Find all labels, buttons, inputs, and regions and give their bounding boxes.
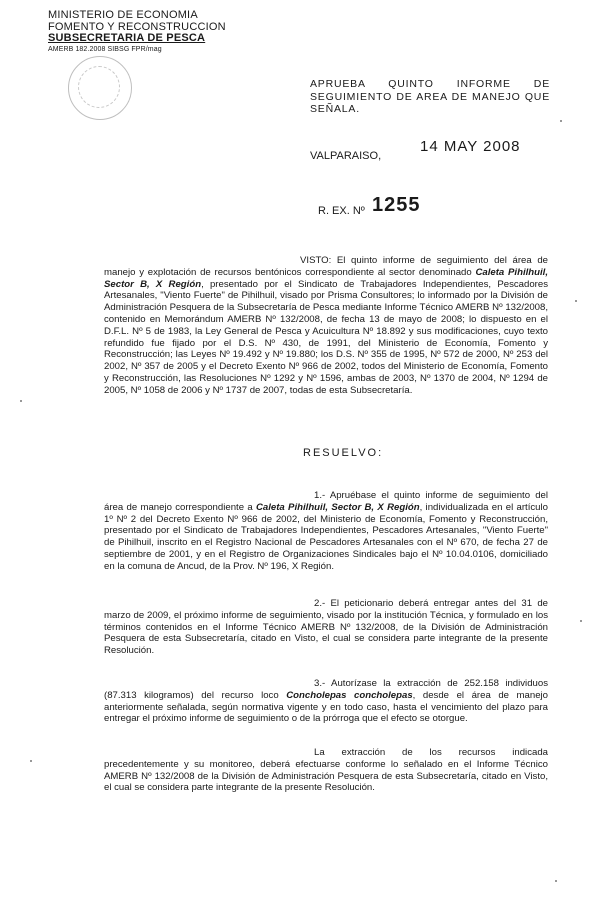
resolution-item-3 bbox=[104, 678, 548, 725]
ministry-line-2: FOMENTO Y RECONSTRUCCION bbox=[48, 20, 226, 33]
scan-speck bbox=[580, 620, 582, 622]
resolution-number: 1255 bbox=[372, 194, 421, 216]
resolution-item-1 bbox=[104, 490, 548, 573]
scan-speck bbox=[20, 400, 22, 402]
item-3-text-1: 3.- Autorízase la extracción de 252.158 individuos (87.313 kilogramos) del recurso loco bbox=[104, 678, 548, 701]
scan-speck bbox=[555, 880, 557, 882]
ministry-line-1: MINISTERIO DE ECONOMIA bbox=[48, 9, 198, 21]
resolution-item-4 bbox=[104, 747, 548, 794]
letterhead bbox=[48, 10, 226, 54]
visto-text-1: El quinto informe de seguimiento del área de manejo y explotación de recursos bentónicos correspondiente al sector denominado bbox=[104, 255, 548, 278]
resuelvo-heading: RESUELVO: bbox=[303, 447, 384, 459]
resolution-label: R. EX. Nº bbox=[318, 205, 365, 217]
visto-text-2: , presentado por el Sindicato de Trabajadores Independientes, Pescadores Artesanales, "Viento Fuerte" de Pihilhuil, visado por Prisma Consultores; lo informado por la División de Administración Pesquera de la Subsecretaría de Pesca mediante Informe Técnico AMERB Nº 132/2008, contenido en Memorándum AMERB Nº 132/2008, de fecha 13 de mayo de 2008; lo dispuesto en el D.F.L. Nº 5 de 1983, la Ley General de Pesca y Acuicultura Nº 18.892 y sus modificaciones, cuyo texto refundido fue fijado por el D.S. Nº 430, de 1991, del Ministerio de Economía, Fomento y Reconstrucción; las Leyes Nº 19.492 y Nº 19.880; los D.S. Nº 355 de 1995, Nº 572 de 2000, Nº 253 del 2002, Nº 357 de 2005 y el Decreto Exento Nº 966 de 2002, todos del Ministerio de Economía, Fomento y Reconstrucción, las Resoluciones Nº 1292 y Nº 1596, ambas de 2003, Nº 1370 de 2004, Nº 1294 de 2005, Nº 1058 de 2006 y Nº 1737 de 2007, todas de esta Subsecretaría. bbox=[104, 278, 548, 396]
item-3-species: Concholepas concholepas bbox=[286, 689, 413, 701]
scan-speck bbox=[30, 760, 32, 762]
resolution-subject: APRUEBA QUINTO INFORME DE SEGUIMIENTO DE AREA DE MANEJO QUE SEÑALA. bbox=[310, 78, 550, 115]
subsecretaria-name: SUBSECRETARIA DE PESCA bbox=[48, 32, 206, 44]
visto-lead: VISTO: bbox=[300, 255, 332, 266]
place-label: VALPARAISO, bbox=[310, 150, 382, 162]
item-2-text: 2.- El peticionario deberá entregar antes del 31 de marzo de 2009, el próximo informe de seguimiento, visado por la institución Técnica, y formulado en los términos contenidos en el Informe Técnico AMERB Nº 132/2008, de la División de Administración Pesquera de esta Subsecretaría, citado en Visto, el cual se considera parte integrante de la presente Resolución. bbox=[104, 598, 548, 657]
reference-code: AMERB 182.2008 SIBSG FPR/mag bbox=[48, 45, 162, 53]
scan-speck bbox=[575, 300, 577, 302]
resolution-item-2 bbox=[104, 598, 548, 657]
item-1-place: Caleta Pihilhuil, Sector B, X Región bbox=[255, 501, 420, 513]
date-stamp: 14 MAY 2008 bbox=[420, 138, 521, 155]
item-4-text: La extracción de los recursos indicada precedentemente y su monitoreo, deberá efectuarse conforme lo señalado en el Informe Técnico AMERB Nº 132/2008 de la División de Administración Pesquera de esta Subsecretaría, citado en Visto, el cual se considera parte integrante de la presente Resolución. bbox=[104, 747, 548, 794]
visto-paragraph bbox=[104, 255, 548, 397]
official-seal bbox=[68, 56, 132, 120]
item-3-text-2: , desde el área de manejo anteriormente señalada, según normativa vigente y en todo caso, hasta el vencimiento del plazo para entregar el próximo informe de seguimiento o de la prórroga que el efecto se otorgue. bbox=[104, 689, 548, 725]
scan-speck bbox=[560, 120, 562, 122]
item-1-text-2: , individualizada en el artículo 1º Nº 2 del Decreto Exento Nº 966 de 2002, del Ministerio de Economía, Fomento y Reconstrucción, presentado por el Sindicato de Trabajadores Independientes, Pescadores Artesanales, "Viento Fuerte" de Pihilhuil, inscrito en el Registro Nacional de Pescadores Artesanales con el Nº 670, de fecha 27 de septiembre de 2001, y en el Registro de Organizaciones Sindicales bajo el Nº 10.04.0106, domiciliado en la comuna de Ancud, de la Prov. Nº 196, X Región. bbox=[104, 501, 548, 572]
item-1-text-1: 1.- Apruébase el quinto informe de seguimiento del área de manejo correspondiente a bbox=[104, 490, 548, 513]
visto-place: Caleta Pihilhuil, Sector B, X Región bbox=[104, 266, 548, 290]
